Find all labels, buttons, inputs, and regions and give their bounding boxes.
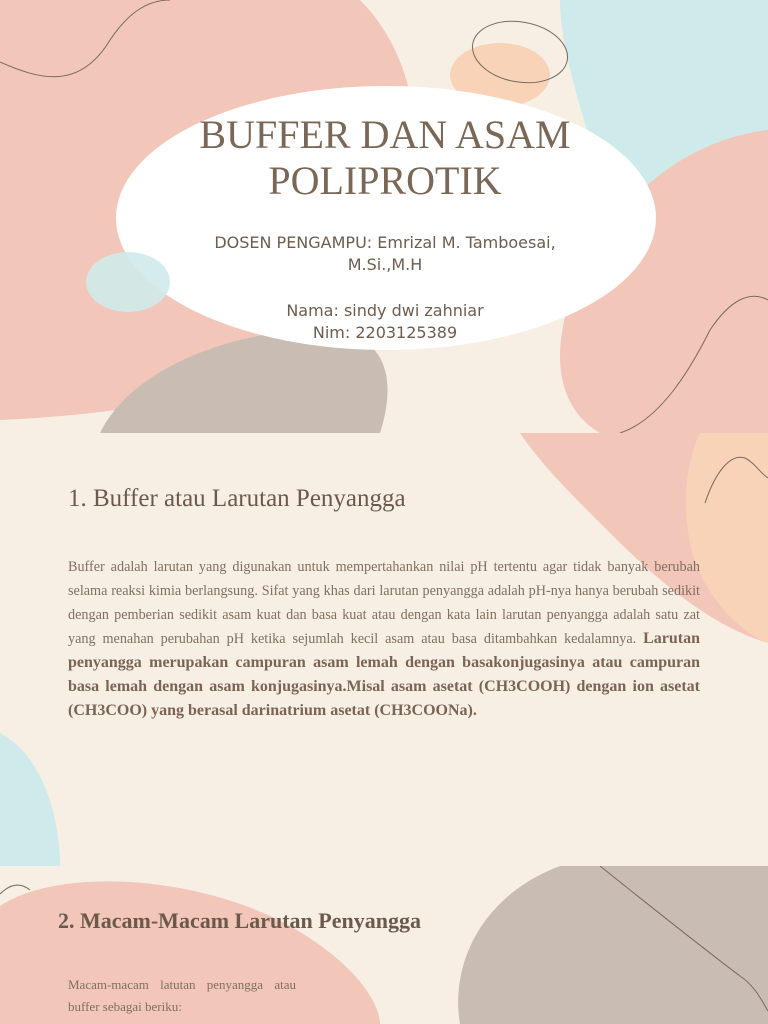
dosen-line1: DOSEN PENGAMPU: Emrizal M. Tamboesai, bbox=[214, 233, 556, 252]
types-paragraph: Macam-macam latutan penyangga atau buffer sebagai beriku: bbox=[68, 977, 296, 1014]
blue-blob-bottom-left bbox=[0, 733, 60, 866]
section-heading-buffer: 1. Buffer atau Larutan Penyangga bbox=[68, 485, 406, 512]
presentation-title-line1: BUFFER DAN ASAM bbox=[199, 112, 571, 157]
presentation-title-line2: POLIPROTIK bbox=[268, 158, 502, 203]
title-block bbox=[150, 112, 620, 204]
buffer-paragraph-normal: Buffer adalah larutan yang digunakan untuk mempertahankan nilai pH tertentu agar tidak banyak berubah selama reaksi kimia berlangsung. Sifat yang khas dari larutan penyangga adalah pH-nya hanya berubah sedikit dengan pemberian sedikit asam kuat dan basa kuat atau dengan kata lain larutan penyangga adalah satu zat yang menahan perubahan pH ketika sejumlah kecil asam atau basa ditambahkan kedalamnya. bbox=[68, 559, 700, 647]
buffer-paragraph bbox=[68, 555, 700, 723]
dosen-line2: M.Si.,M.H bbox=[347, 255, 423, 274]
student-name: Nama: sindy dwi zahniar bbox=[286, 301, 484, 320]
buffer-paragraph-bold: Larutan penyangga merupakan campuran asam lemah dengan basakonjugasinya atau campuran basa lemah dengan asam konjugasinya.Misal asam asetat (CH3COOH) dengan ion asetat (CH3COO) yang berasal darinatrium asetat (CH3COONa). bbox=[68, 630, 700, 719]
title-slide bbox=[0, 0, 768, 433]
slide1-background bbox=[0, 0, 768, 433]
buffer-types-slide bbox=[0, 866, 768, 1024]
gray-blob-right bbox=[458, 866, 768, 1024]
section-heading-types: 2. Macam-Macam Larutan Penyangga bbox=[58, 908, 421, 933]
buffer-slide bbox=[0, 433, 768, 866]
curve-line-left bbox=[0, 885, 30, 894]
student-nim: Nim: 2203125389 bbox=[312, 323, 458, 342]
